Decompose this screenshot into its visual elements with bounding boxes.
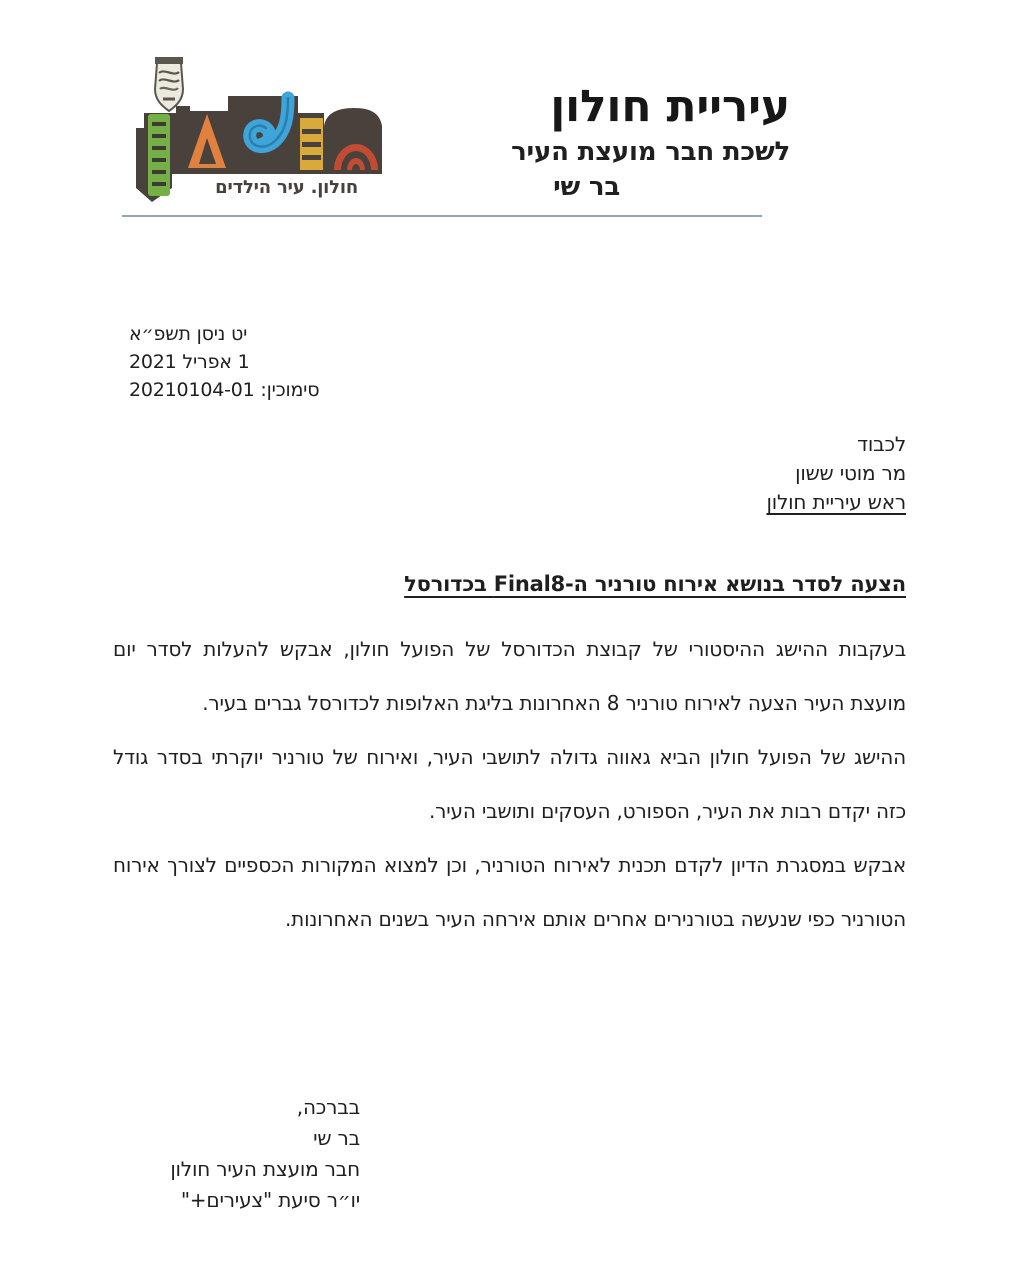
recipient-salutation: לכבוד — [857, 432, 906, 456]
municipality-title: עיריית חולון — [550, 81, 790, 132]
signature-name: בר שי — [313, 1126, 360, 1150]
signature-block — [170, 1092, 360, 1216]
date-reference-block — [129, 320, 319, 404]
subject-line: הצעה לסדר בנושא אירוח טורניר ה-Final8 בכדורסל — [404, 572, 906, 596]
reference-number: סימוכין: 20210104-01 — [129, 379, 320, 401]
recipient-block — [767, 430, 907, 517]
logo-green-ladder — [148, 114, 170, 196]
gregorian-date: 1 אפריל 2021 — [129, 351, 250, 373]
logo-tagline: חולון. עיר הילדים — [215, 177, 358, 198]
office-subtitle: לשכת חבר מועצת העיר — [511, 137, 790, 168]
signature-closing: בברכה, — [296, 1095, 360, 1119]
holon-municipality-logo — [128, 56, 390, 206]
logo-yellow-stack — [300, 118, 323, 170]
council-member-name: בר שי — [553, 172, 620, 203]
body-paragraph: ההישג של הפועל חולון הביא גאווה גדולה לתושבי העיר, ואירוח של טורניר יוקרתי בסדר גודל כזה יקדם רבות את העיר, הספורט, העסקים ותושבי העיר. — [113, 745, 906, 823]
letterhead — [511, 82, 790, 202]
recipient-name: מר מוטי ששון — [795, 461, 906, 485]
body-paragraph: בעקבות ההישג ההיסטורי של קבוצת הכדורסל של הפועל חולון, אבקש להעלות לסדר יום מועצת העיר הצעה לאירוח טורניר 8 האחרונות בליגת האלופות לכדורסל גברים בעיר. — [113, 637, 906, 715]
signature-role: חבר מועצת העיר חולון — [170, 1157, 360, 1181]
city-emblem-icon — [155, 57, 183, 111]
signature-faction: יו״ר סיעת "צעירים+" — [180, 1188, 360, 1212]
recipient-title: ראש עיריית חולון — [766, 490, 906, 514]
header-separator-line — [122, 215, 762, 217]
hebrew-date: יט ניסן תשפ״א — [129, 323, 248, 345]
letter-body — [113, 622, 906, 946]
body-paragraph: אבקש במסגרת הדיון לקדם תכנית לאירוח הטורניר, וכן למצוא המקורות הכספיים לצורך אירוח הטורניר כפי שנעשה בטורנירים אחרים אותם אירחה העיר בשנים האחרונות. — [113, 853, 906, 931]
